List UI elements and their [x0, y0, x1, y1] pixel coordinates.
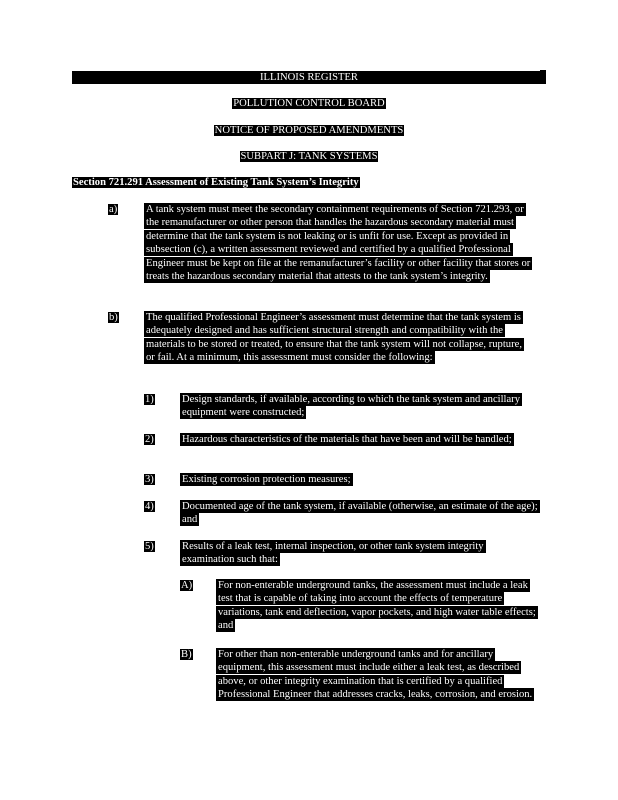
item-b2-label: [144, 433, 155, 446]
item-b4-label-text: 4): [145, 501, 154, 512]
item-b3-label-text: 3): [145, 474, 154, 485]
item-b4-text: Documented age of the tank system, if available (otherwise, an estimate of the age); and: [182, 501, 538, 526]
item-a-label-text: a): [109, 204, 118, 215]
item-b-text: The qualified Professional Engineer’s assessment must determine that the tank system is adequately designed and has sufficient structural strength and compatibility with the materials to be stored or treated, to ensure that the tank system will not collapse, rupture, or fail. At a minimum, this assessment must consider the following:: [146, 312, 522, 364]
section-heading: [72, 176, 360, 189]
item-b5a-label-text: A): [181, 580, 193, 591]
item-b1-label-text: 1): [145, 394, 154, 405]
item-a-text: A tank system must meet the secondary containment requirements of Section 721.293, or the remanufacturer or other person that handles the hazardous secondary material must determine that the tank system is not leaking or is unfit for use. Except as provided in subsection (c), a written assessment reviewed and certified by a qualified Professional Engineer must be kept on file at the remanufacturer’s facility or other facility that stores or treats the hazardous secondary material that attests to the tank system’s integrity.: [146, 204, 531, 283]
item-b3-paragraph: [180, 473, 540, 486]
item-b5b-label-text: B): [181, 649, 192, 660]
item-b5b-text: For other than non-enterable underground tanks and for ancillary equipment, this assessment must include either a leak test, as described above, or other integrity examination that is certified by a qualified Professional Engineer that addresses cracks, leaks, corrosion, and erosion.: [218, 649, 533, 701]
register-header-bar: [72, 71, 546, 84]
item-a-label: [108, 203, 118, 216]
item-b4-paragraph: [180, 500, 546, 527]
item-b1-label: [144, 393, 155, 406]
subpart-title: [0, 150, 618, 163]
board-name: [0, 97, 618, 110]
item-a-paragraph: [144, 203, 538, 283]
item-b1-text: Design standards, if available, according to which the tank system and ancillary equipment were constructed;: [182, 394, 521, 419]
item-b5a-text: For non-enterable underground tanks, the assessment must include a leak test that is capable of taking into account the effects of temperature variations, tank end deflection, vapor pockets, and high water table effects; and: [218, 580, 536, 632]
item-b3-label: [144, 473, 155, 486]
item-b5-text: Results of a leak test, internal inspection, or other tank system integrity examination such that:: [182, 541, 484, 566]
item-b5b-paragraph: [216, 648, 542, 702]
register-title: ILLINOIS REGISTER: [260, 72, 358, 83]
item-b5a-paragraph: [216, 579, 542, 633]
header-rule-tick: [540, 70, 546, 71]
item-b5-label-text: 5): [145, 541, 154, 552]
notice-title-text: NOTICE OF PROPOSED AMENDMENTS: [214, 125, 404, 136]
item-b5b-label: [180, 648, 193, 661]
item-b5-paragraph: [180, 540, 530, 567]
item-b1-paragraph: [180, 393, 528, 420]
item-b-paragraph: [144, 311, 532, 365]
item-b4-label: [144, 500, 155, 513]
item-b5a-label: [180, 579, 193, 592]
item-b3-text: Existing corrosion protection measures;: [182, 474, 351, 485]
item-b2-text: Hazardous characteristics of the materials that have been and will be handled;: [182, 434, 512, 445]
item-b2-label-text: 2): [145, 434, 154, 445]
item-b-label: [108, 311, 119, 324]
subpart-title-text: SUBPART J: TANK SYSTEMS: [240, 151, 378, 162]
item-b2-paragraph: [180, 433, 520, 446]
board-name-text: POLLUTION CONTROL BOARD: [233, 98, 385, 109]
section-heading-text: Section 721.291 Assessment of Existing Tank System’s Integrity: [73, 177, 359, 188]
notice-title: [0, 124, 618, 137]
item-b-label-text: b): [109, 312, 118, 323]
item-b5-label: [144, 540, 155, 553]
